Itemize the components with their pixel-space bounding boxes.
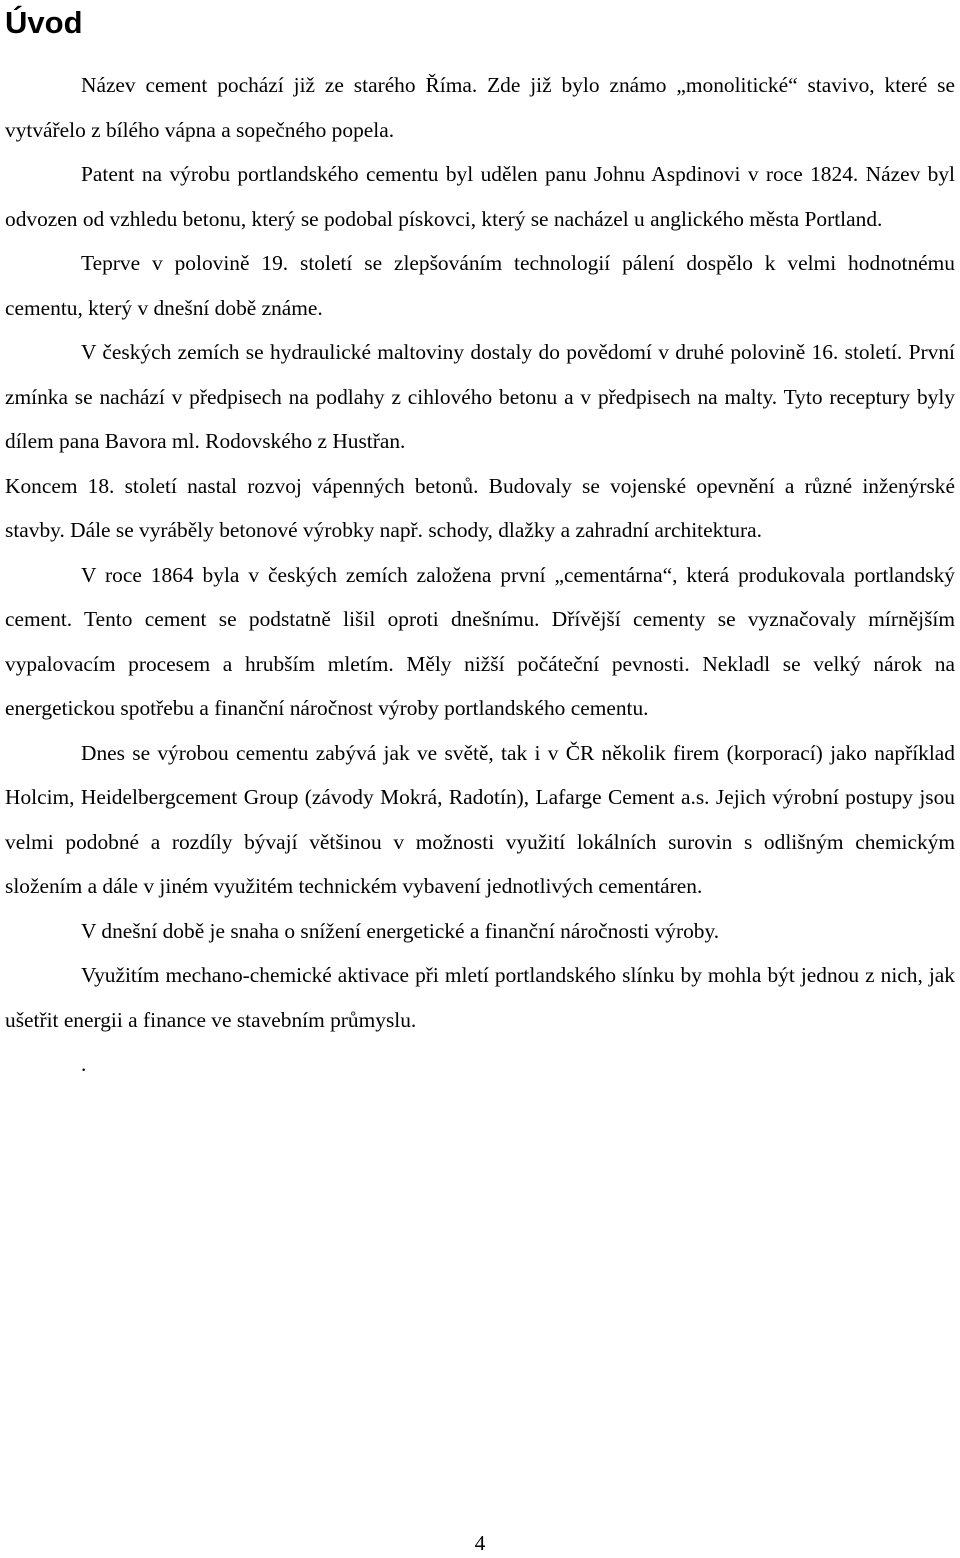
paragraph-18th-century: Koncem 18. století nastal rozvoj vápenných betonů. Budovaly se vojenské opevnění a různé inženýrské stavby. Dále se vyráběly betonové výrobky např. schody, dlažky a zahradní architektura. [5, 473, 955, 542]
paragraph-czech-lands: V českých zemích se hydraulické maltoviny dostaly do povědomí v druhé polovině 16. století. První zmínka se nachází v předpisech na podlahy z cihlového betonu a v předpisech na malty. Tyto receptury byly dílem pana Bavora ml. Rodovského z Hustřan. [5, 340, 955, 453]
paragraph-companies: Dnes se výrobou cementu zabývá jak ve světě, tak i v ČR několik firem (korporací) jako například Holcim, Heidelbergcement Group (závody Mokrá, Radotín), Lafarge Cement a.s. Jejich výrobní postupy jsou velmi podobné a rozdíly bývají většinou v možnosti využití lokálních surovin s odlišným chemickým složením a dále v jiném využitém technickém vybavení jednotlivých cementáren. [5, 740, 955, 898]
paragraph-energy-reduction: V dnešní době je snaha o snížení energetické a finanční náročnosti výroby. [81, 918, 720, 943]
paragraph-19th-century: Teprve v polovině 19. století se zlepšováním technologií pálení dospělo k velmi hodnotnému cementu, který v dnešní době známe. [5, 251, 955, 320]
page-number: 4 [474, 1531, 486, 1555]
paragraph-origin: Název cement pochází již ze starého Říma. Zde již bylo známo „monolitické“ stavivo, které se vytvářelo z bílého vápna a sopečného popela. [5, 73, 955, 142]
page-heading: Úvod [5, 5, 83, 40]
paragraph-patent: Patent na výrobu portlandského cementu byl udělen panu Johnu Aspdinovi v roce 1824. Název byl odvozen od vzhledu betonu, který se podobal pískovci, který se nacházel u anglického města Portland. [5, 162, 955, 231]
trailing-dot: . [81, 1052, 87, 1076]
paragraph-mechano-chemical: Využitím mechano-chemické aktivace při mletí portlandského slínku by mohla být jednou z nich, jak ušetřit energii a finance ve stavebním průmyslu. [5, 963, 955, 1032]
paragraph-first-cement-plant: V roce 1864 byla v českých zemích založena první „cementárna“, která produkovala portlandský cement. Tento cement se podstatně lišil oproti dnešnímu. Dřívější cementy se vyznačovaly mírnějším vypalovacím procesem a hrubším mletím. Měly nižší počáteční pevnosti. Nekladl se velký nárok na energetickou spotřebu a finanční náročnost výroby portlandského cementu. [5, 562, 955, 720]
document-body [5, 63, 955, 1087]
